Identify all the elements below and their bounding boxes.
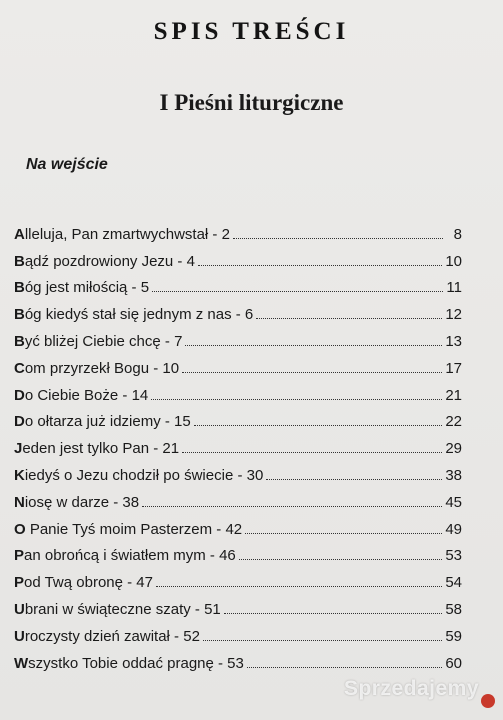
page-number: 22 [445,413,462,431]
leader-dots [224,613,443,614]
toc-entry [14,564,462,591]
table-of-contents [14,216,462,672]
entry-title: Wszystko Tobie oddać pragnę - 53 [14,654,244,672]
page-number: 10 [445,252,462,270]
page-number: 58 [445,600,462,618]
leader-dots [185,345,442,346]
entry-title: Być bliżej Ciebie chcę - 7 [14,332,183,350]
leader-dots [152,291,443,292]
page-number: 29 [445,440,462,458]
entry-title: Com przyrzekł Bogu - 10 [14,359,180,377]
page-number: 21 [445,386,462,404]
entry-title: Pod Twą obronę - 47 [14,574,153,592]
entry-title: Bóg kiedyś stał się jednym z nas - 6 [14,306,254,324]
entry-title: Do ołtarza już idziemy - 15 [14,413,191,431]
leader-dots [151,399,442,400]
toc-entry [14,645,462,672]
entry-title: Bądź pozdrowiony Jezu - 4 [14,252,195,270]
toc-entry [14,457,462,484]
leader-dots [182,372,442,373]
toc-entry [14,243,462,270]
leader-dots [256,318,442,319]
page-number: 54 [445,574,462,592]
leader-dots [198,265,442,266]
toc-entry [14,323,462,350]
entry-title: Uroczysty dzień zawitał - 52 [14,627,200,645]
toc-entry [14,296,462,323]
page-number: 8 [453,225,462,243]
entry-title: Kiedyś o Jezu chodził po świecie - 30 [14,466,264,484]
toc-entry [14,216,462,243]
toc-entry [14,618,462,645]
section-heading: I Pieśni liturgiczne [159,90,344,115]
toc-entry [14,484,462,511]
page-title: SPIS TREŚCI [153,18,350,45]
page-number: 17 [445,359,462,377]
toc-entry [14,591,462,618]
toc-entry [14,270,462,297]
leader-dots [194,425,443,426]
leader-dots [266,479,442,480]
toc-entry [14,350,462,377]
toc-entry [14,377,462,404]
leader-dots [203,640,442,641]
entry-title: Alleluja, Pan zmartwychwstał - 2 [14,225,230,243]
leader-dots [233,238,443,239]
leader-dots [247,667,442,668]
toc-entry [14,511,462,538]
page-number: 60 [445,654,462,672]
watermark-logo: Sprzedajemy [344,677,495,708]
page-number: 45 [445,493,462,511]
page-number: 49 [445,520,462,538]
toc-entry [14,430,462,457]
page-number: 53 [445,547,462,565]
entry-title: Ubrani w świąteczne szaty - 51 [14,600,221,618]
entry-title: Bóg jest miłością - 5 [14,279,150,297]
page-number: 59 [445,627,462,645]
entry-title: Do Ciebie Boże - 14 [14,386,149,404]
leader-dots [182,452,442,453]
page-number: 13 [445,332,462,350]
entry-title: Niosę w darze - 38 [14,493,140,511]
entry-title: Jeden jest tylko Pan - 21 [14,440,180,458]
page-number: 38 [445,466,462,484]
leader-dots [142,506,442,507]
leader-dots [245,533,442,534]
toc-entry [14,538,462,565]
toc-entry [14,404,462,431]
page-number: 11 [446,279,462,297]
entry-title: O Panie Tyś moim Pasterzem - 42 [14,520,243,538]
leader-dots [239,559,443,560]
page-number: 12 [445,306,462,324]
logo-dot-icon [481,694,495,708]
entry-title: Pan obrońcą i światłem mym - 46 [14,547,236,565]
leader-dots [156,586,442,587]
subsection-heading: Na wejście [26,156,108,173]
